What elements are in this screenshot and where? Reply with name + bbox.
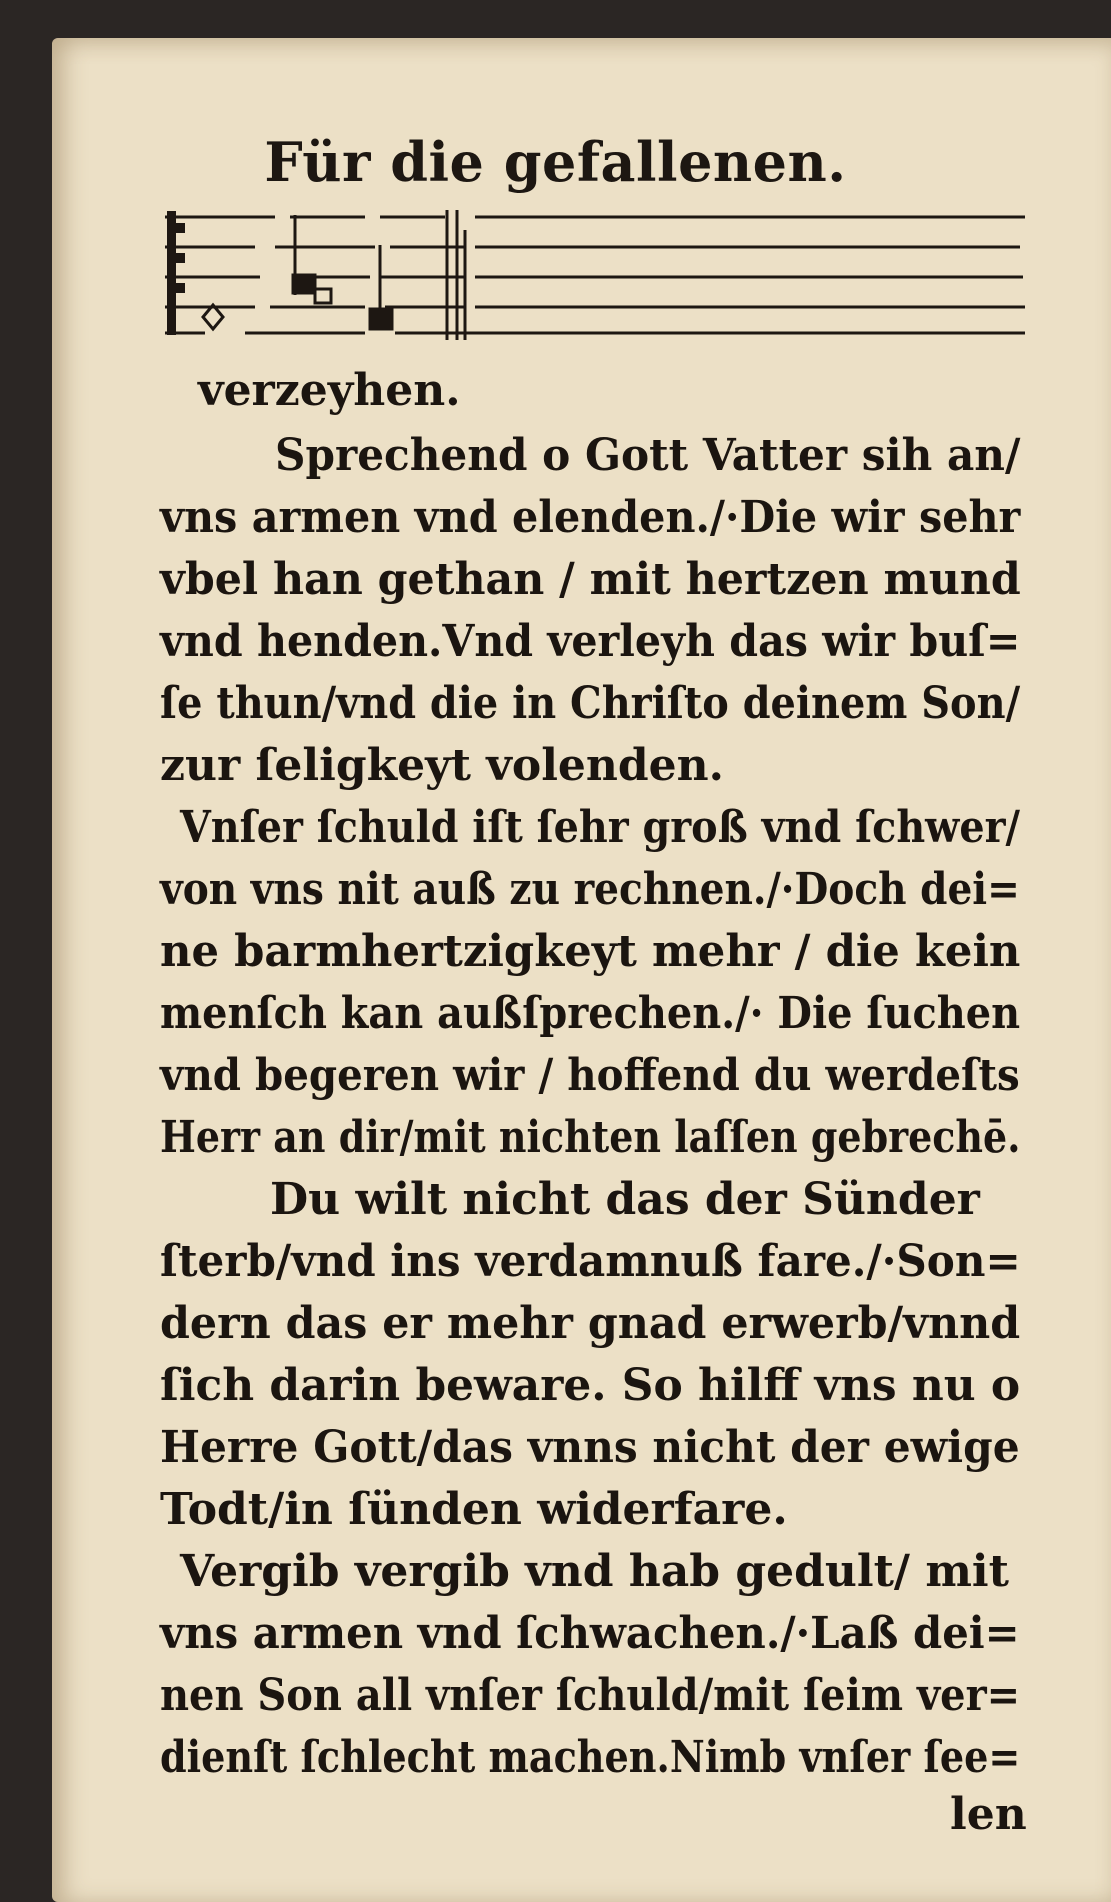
text-line: ne barmhertzigkeyt mehr / die kein [160, 926, 1021, 977]
text-line: Todt/in ſünden widerfare. [160, 1484, 788, 1535]
music-syllable: verzeyhen. [198, 365, 461, 416]
text-line: Vnſer ſchuld iſt ſehr groß vnd ſchwer/ [180, 802, 1021, 853]
text-line: dienſt ſchlecht machen.Nimb vnſer ſee= [160, 1732, 1021, 1783]
music-staff [165, 205, 1025, 345]
music-notes [203, 210, 465, 340]
page-heading: Für die gefallenen. [264, 130, 847, 194]
text-line: vnd henden.Vnd verleyh das wir buſ= [160, 616, 1021, 667]
text-line: Herre Gott/das vnns nicht der ewige [160, 1422, 1020, 1473]
text-line: dern das er mehr gnad erwerb/vnnd [160, 1298, 1021, 1349]
text-line: Herr an dir/mit nichten laſſen gebrechē. [160, 1112, 1021, 1163]
text-line: ſterb/vnd ins verdamnuß fare./·Son= [160, 1236, 1021, 1287]
text-line: ſe thun/vnd die in Chriſto deinem Son/ [160, 678, 1021, 729]
catchword: len [950, 1789, 1027, 1840]
text-line: vns armen vnd elenden./·Die wir sehr [160, 492, 1021, 543]
text-line: vbel han gethan / mit hertzen mund [160, 554, 1021, 605]
text-line: zur ſeligkeyt volenden. [160, 740, 724, 791]
text-line: von vns nit auß zu rechnen./·Doch dei= [160, 864, 1020, 915]
clef-mark [167, 211, 185, 335]
text-line: nen Son all vnſer ſchuld/mit ſeim ver= [160, 1670, 1021, 1721]
text-line: Sprechend o Gott Vatter sih an/ [275, 430, 1021, 481]
text-line: menſch kan außſprechen./· Die ſuchen [160, 988, 1021, 1039]
text-line: vnd begeren wir / hoffend du werdeſts [160, 1050, 1020, 1101]
text-line: Du wilt nicht das der Sünder [270, 1174, 980, 1225]
text-line: Vergib vergib vnd hab gedult/ mit [180, 1546, 1009, 1597]
text-line: ſich darin beware. So hilff vns nu o [160, 1360, 1021, 1411]
text-line: vns armen vnd ſchwachen./·Laß dei= [160, 1608, 1020, 1659]
